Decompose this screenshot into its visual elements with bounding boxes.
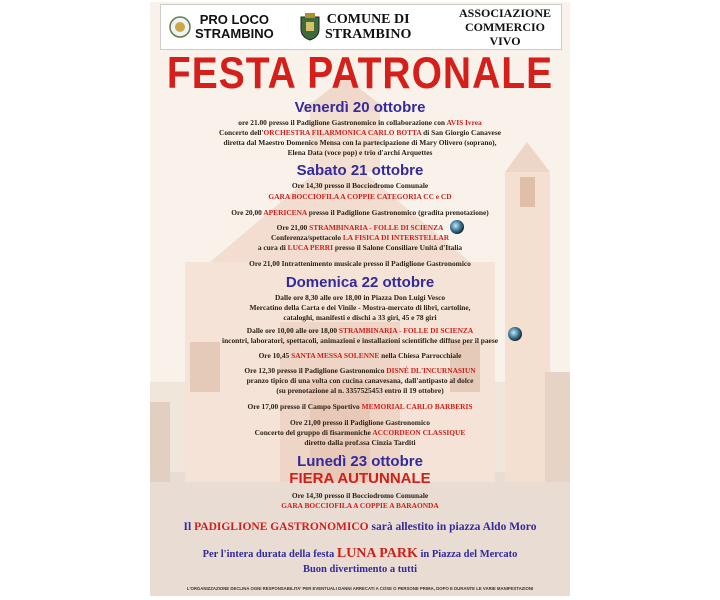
disc-logo-icon (450, 220, 464, 234)
header-bar (160, 4, 562, 50)
sat-line-7: Ore 21,00 Intrattenimento musicale presso il Padiglione Gastronomico (249, 259, 471, 268)
sun-line-7: Ore 12,30 presso il Padiglione Gastronomico DISNÉ DL'INCURNASIUN (244, 366, 476, 375)
sun-line-12: Concerto del gruppo di fisarmoniche ACCORDEON CLASSIQUE (254, 428, 466, 437)
sat-line-2: GARA BOCCIOFILA A COPPIE CATEGORIA CC e CD (268, 192, 452, 201)
pro-loco-block (169, 5, 274, 49)
footer-line-3: Buon divertimento a tutti (302, 564, 418, 575)
sun-line-13: diretto dalla prof.ssa Cinzia Tarditi (304, 438, 416, 447)
day-heading-saturday: Sabato 21 ottobre (296, 162, 424, 179)
sat-line-6: a cura di LUCA PERRI presso il Salone Consiliare Unità d'Italia (257, 243, 463, 252)
fri-line-1: ore 21.00 presso il Padiglione Gastronomico in collaborazione con AVIS Ivrea (238, 118, 482, 127)
sun-line-3: cataloghi, manifesti e dischi a 33 giri, 45 e 78 giri (283, 313, 437, 322)
sun-line-10: Ore 17,00 presso il Campo Sportivo MEMORIAL CARLO BARBERIS (247, 402, 473, 411)
mon-line-1: Ore 14,30 presso il Bocciodromo Comunale (291, 491, 429, 500)
sun-line-6: Ore 10,45 SANTA MESSA SOLENNE nella Chiesa Parrocchiale (258, 351, 462, 360)
comune-crest-icon (299, 13, 321, 41)
day-heading-monday: Lunedì 23 ottobre (297, 453, 423, 470)
day-heading-friday: Venerdì 20 ottobre (294, 99, 426, 116)
sun-line-2: Mercatino della Carta e dei Vinile - Mostra-mercato di libri, cartoline, (249, 303, 471, 312)
footer-line-1: Il PADIGLIONE GASTRONOMICO sarà allestito in piazza Aldo Moro (183, 521, 537, 533)
sat-line-3: Ore 20,00 APERICENA presso il Padiglione Gastronomico (gradita prenotazione) (231, 208, 489, 217)
day-heading-sunday: Domenica 22 ottobre (285, 274, 435, 291)
sun-line-11: Ore 21,00 presso il Padiglione Gastronomico (289, 418, 430, 427)
disc-logo-icon (508, 327, 522, 341)
fri-line-3: diretta dal Maestro Domenico Mensa con la partecipazione di Mary Olivero (soprano), (223, 138, 497, 147)
sat-line-1: Ore 14,30 presso il Bocciodromo Comunale (291, 181, 429, 190)
sun-line-9: (su prenotazione al n. 3357525453 entro il 19 ottobre) (276, 386, 444, 395)
pro-loco-line2: STRAMBINO (195, 26, 274, 41)
poster (150, 2, 570, 596)
fri-line-2: Concerto dell'ORCHESTRA FILARMONICA CARLO BOTTA di San Giorgio Canavese (219, 128, 501, 137)
sat-line-5: Conferenza/spettacolo LA FISICA DI INTERSTELLAR (270, 233, 450, 242)
sun-line-4: Dalle ore 10,00 alle ore 18,00 STRAMBINARIA - FOLLE DI SCIENZA (246, 326, 474, 335)
comune-block (299, 5, 411, 49)
pro-loco-logo-icon (169, 13, 191, 41)
sun-line-5: incontri, laboratori, spettacoli, animazioni e installazioni scientifiche diffuse per il paese (222, 336, 498, 345)
fri-line-4: Elena Data (voce pop) e trio d'archi Arquettes (287, 148, 433, 157)
sat-line-4: Ore 21,00 STRAMBINARIA - FOLLE DI SCIENZA (276, 223, 444, 232)
comune-line2: STRAMBINO (325, 27, 412, 42)
page-title: FESTA PATRONALE (166, 48, 554, 99)
associazione-line2: COMMERCIO VIVO (465, 20, 545, 48)
footer-line-2: Per l'intera durata della festa LUNA PARK in Piazza del Mercato (202, 546, 518, 561)
sun-line-1: Dalle ore 8,30 alle ore 18,00 in Piazza Don Luigi Vesco (274, 293, 446, 302)
associazione-line1: ASSOCIAZIONE (458, 6, 552, 20)
associazione-block (449, 5, 561, 49)
sun-line-8: pranzo tipico di una volta con cucina canavesana, dall'antipasto al dolce (246, 376, 474, 385)
mon-line-2: GARA BOCCIOFILA A COPPIE A BARAONDA (281, 501, 439, 510)
pro-loco-line1: PRO LOCO (199, 12, 270, 27)
disclaimer: L'ORGANIZZAZIONE DECLINA OGNI RESPONSABILITA' PER EVENTUALI DANNI ARRECATI A COSE O PERSONE PRIMA, DOPO E DURANTE LE VARIE MANIFESTAZIONI (186, 586, 534, 591)
comune-line1: COMUNE DI (326, 12, 410, 27)
fiera-autunnale-heading: FIERA AUTUNNALE (289, 470, 431, 487)
